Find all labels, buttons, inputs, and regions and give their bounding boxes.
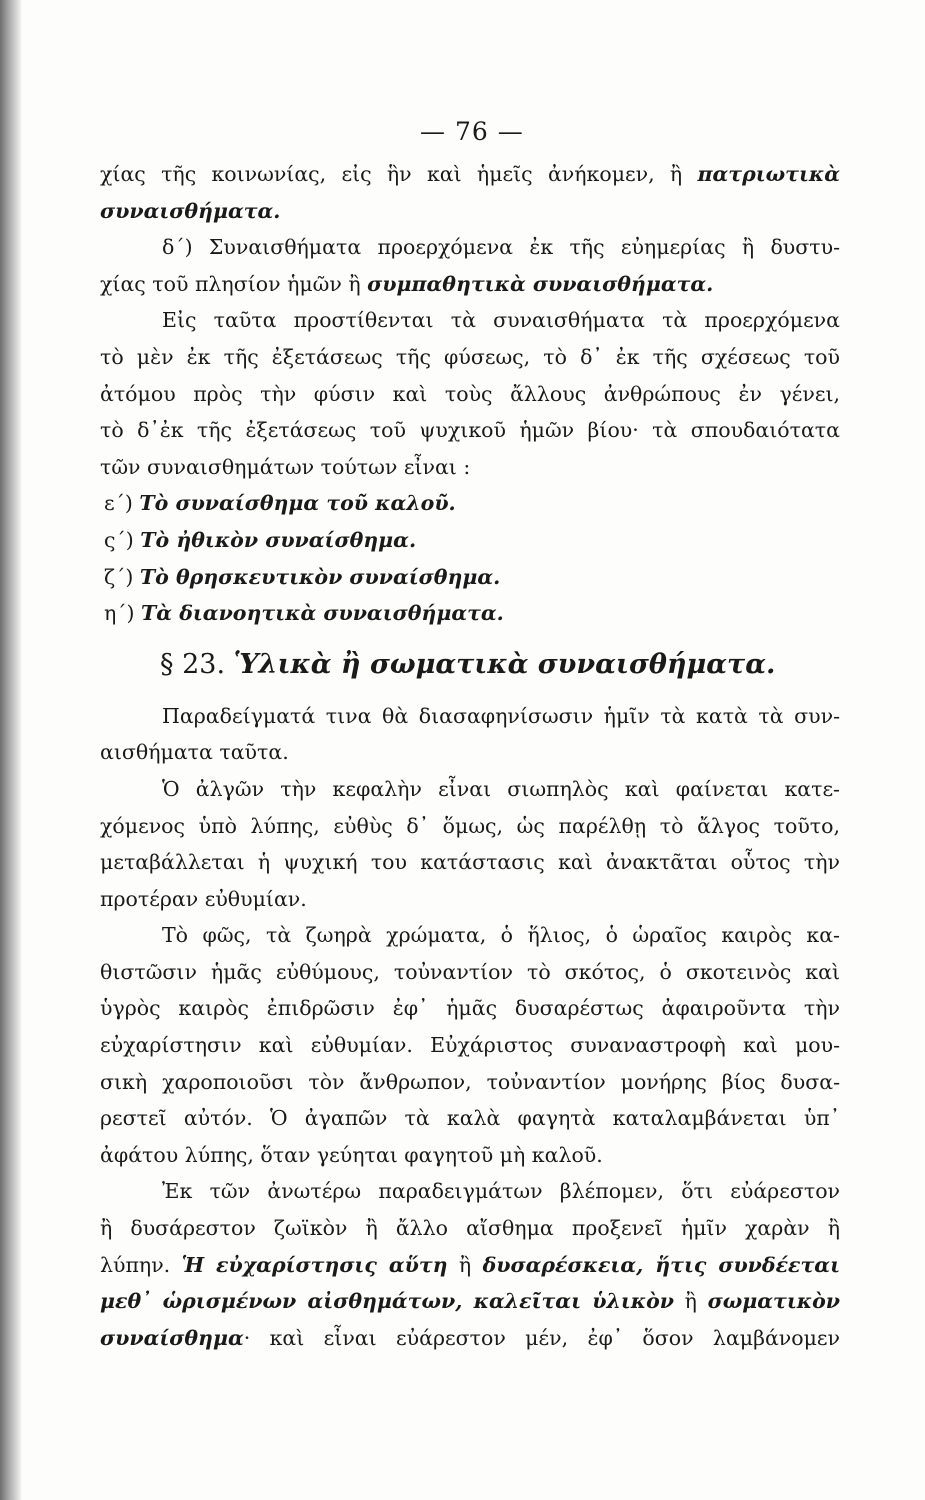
text-line: αισθήματα ταῦτα. bbox=[100, 740, 289, 765]
text-line: θιστῶσιν ἡμᾶς εὐθύμους, τοὐναντίον τὸ σκότος, ὁ σκοτεινὸς καὶ bbox=[100, 959, 840, 984]
section-title: Ὑλικὰ ἢ σωματικὰ συναισθήματα. bbox=[233, 648, 776, 680]
text-line: εὐχαρίστησιν καὶ εὐθυμίαν. Εὐχάριστος συναναστροφὴ καὶ μου- bbox=[100, 1033, 840, 1058]
list-item: ζ΄) Τὸ θρησκευτικὸν συναίσθημα. bbox=[104, 564, 501, 589]
emphasis: σωματικὸν bbox=[707, 1289, 840, 1314]
text-line: χίας τοῦ πλησίον ἡμῶν ἢ συμπαθητικὰ συναισθήματα. bbox=[100, 271, 714, 296]
text-line: τῶν συναισθημάτων τούτων εἶναι : bbox=[100, 454, 471, 479]
list-item: η΄) Τὰ διανοητικὰ συναισθήματα. bbox=[104, 601, 504, 626]
text-line: ἀφάτου λύπης, ὅταν γεύηται φαγητοῦ μὴ καλοῦ. bbox=[100, 1142, 603, 1167]
text-line: τὸ μὲν ἐκ τῆς ἐξετάσεως τῆς φύσεως, τὸ δ᾿ ἐκ τῆς σχέσεως τοῦ bbox=[100, 344, 840, 369]
emphasis: δυσαρέσκεια, ἥτις συνδέεται bbox=[482, 1252, 840, 1277]
emphasis: συναίσθημα bbox=[100, 1325, 244, 1350]
text-line: σικὴ χαροποιοῦσι τὸν ἄνθρωπον, τοὐναντίον μονήρης βίος δυσα- bbox=[100, 1069, 840, 1094]
emphasis: μεθ᾿ ὡρισμένων αἰσθημάτων, καλεῖται ὑλικὸν bbox=[100, 1289, 675, 1314]
text-line: Ὁ ἀλγῶν τὴν κεφαλὴν εἶναι σιωπηλὸς καὶ φαίνεται κατε- bbox=[162, 776, 840, 801]
text-line: Τὸ φῶς, τὰ ζωηρὰ χρώματα, ὁ ἥλιος, ὁ ὡραῖος καιρὸς κα- bbox=[162, 923, 840, 948]
page-number: — 76 — bbox=[420, 117, 524, 146]
text-line: συναίσθημα· καὶ εἶναι εὐάρεστον μέν, ἐφ᾿ ὅσον λαμβάνομεν bbox=[100, 1325, 840, 1350]
text-line: ρεστεῖ αὐτόν. Ὁ ἀγαπῶν τὰ καλὰ φαγητὰ καταλαμβάνεται ὑπ᾿ bbox=[100, 1106, 840, 1131]
text-line: ἀτόμου πρὸς τὴν φύσιν καὶ τοὺς ἄλλους ἀνθρώπους ἐν γένει, bbox=[100, 381, 840, 406]
page-binding-shadow bbox=[0, 0, 22, 1500]
emphasis: Τὸ συναίσθημα τοῦ καλοῦ. bbox=[139, 491, 456, 516]
text-line: προτέραν εὐθυμίαν. bbox=[100, 886, 307, 911]
emphasis: Τὸ ἠθικὸν συναίσθημα. bbox=[140, 527, 417, 552]
list-item: ε΄) Τὸ συναίσθημα τοῦ καλοῦ. bbox=[104, 491, 456, 516]
emphasis: Τὰ διανοητικὰ συναισθήματα. bbox=[141, 601, 504, 626]
emphasis: Ἡ εὐχαρίστησις αὕτη bbox=[181, 1252, 448, 1277]
text-line: Παραδείγματά τινα θὰ διασαφηνίσωσιν ἡμῖν τὰ κατὰ τὰ συν- bbox=[162, 703, 840, 728]
text-line: δ΄) Συναισθήματα προερχόμενα ἐκ τῆς εὐημερίας ἢ δυστυ- bbox=[162, 235, 840, 260]
text-line: ἢ δυσάρεστον ζωϊκὸν ἢ ἄλλο αἴσθημα προξενεῖ ἡμῖν χαρὰν ἢ bbox=[100, 1216, 840, 1241]
text-line: Ἐκ τῶν ἀνωτέρω παραδειγμάτων βλέπομεν, ὅτι εὐάρεστον bbox=[162, 1179, 840, 1204]
emphasis: συμπαθητικὰ συναισθήματα. bbox=[367, 271, 714, 296]
list-item: ς΄) Τὸ ἠθικὸν συναίσθημα. bbox=[104, 527, 417, 552]
text-line: Εἰς ταῦτα προστίθενται τὰ συναισθήματα τὰ προερχόμενα bbox=[162, 308, 840, 333]
text-block bbox=[100, 156, 840, 1356]
emphasis: Τὸ θρησκευτικὸν συναίσθημα. bbox=[139, 564, 501, 589]
text-line: λύπην. Ἡ εὐχαρίστησις αὕτη ἢ δυσαρέσκεια, ἥτις συνδέεται bbox=[100, 1252, 840, 1277]
section-heading bbox=[100, 632, 840, 698]
text-line: τὸ δ᾿ἐκ τῆς ἐξετάσεως τοῦ ψυχικοῦ ἡμῶν βίου· τὰ σπουδαιότατα bbox=[100, 418, 840, 443]
text-line: χόμενος ὑπὸ λύπης, εὐθὺς δ᾿ ὅμως, ὡς παρέλθῃ τὸ ἄλγος τοῦτο, bbox=[100, 813, 840, 838]
text-line: μεθ᾿ ὡρισμένων αἰσθημάτων, καλεῖται ὑλικὸν ἢ σωματικὸν bbox=[100, 1289, 840, 1314]
text-line: χίας τῆς κοινωνίας, εἰς ἣν καὶ ἡμεῖς ἀνήκομεν, ἢ πατριωτικὰ bbox=[100, 162, 840, 186]
section-number: § 23. bbox=[160, 648, 226, 680]
emphasis: συναισθήματα. bbox=[100, 198, 281, 223]
text-line: μεταβάλλεται ἡ ψυχική του κατάστασις καὶ ἀνακτᾶται οὗτος τὴν bbox=[100, 850, 840, 875]
emphasis: πατριωτικὰ bbox=[697, 162, 840, 186]
text-line: ὑγρὸς καιρὸς ἐπιδρῶσιν ἐφ᾿ ἡμᾶς δυσαρέστως ἀφαιροῦντα τὴν bbox=[100, 996, 840, 1021]
text-line bbox=[100, 193, 840, 230]
